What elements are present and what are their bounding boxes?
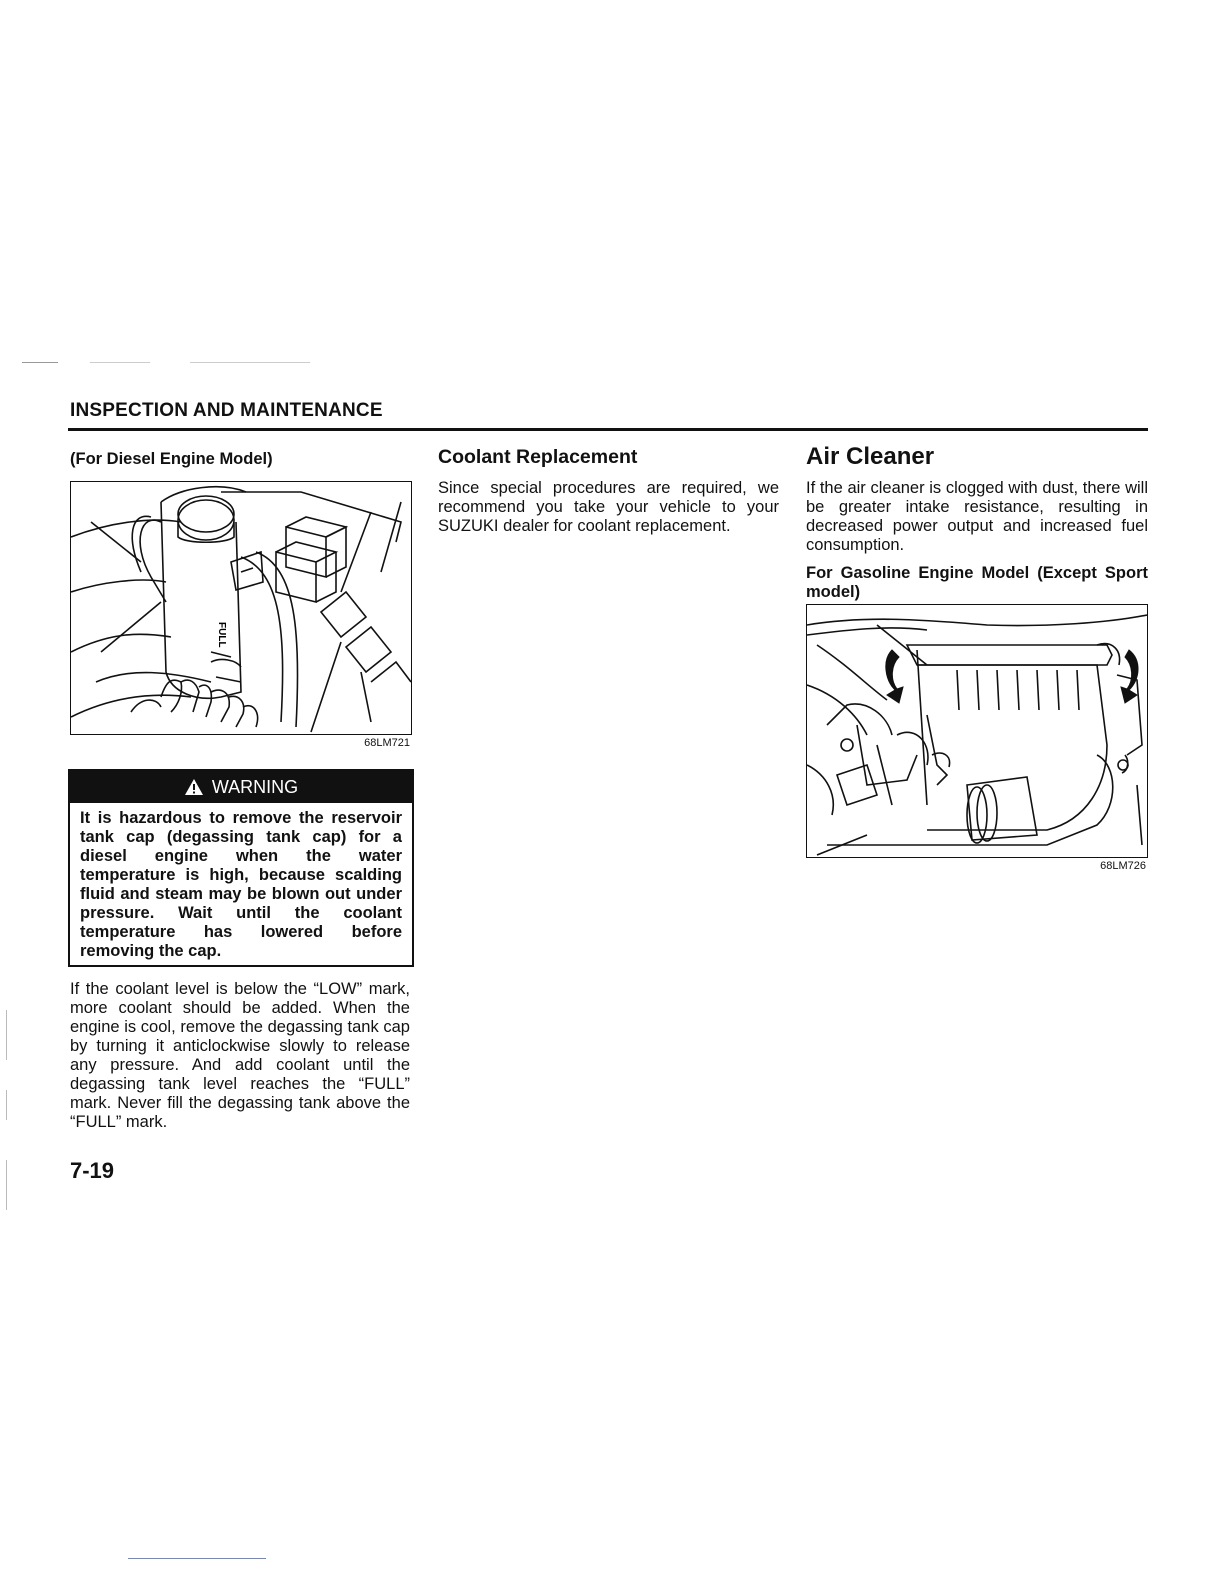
scan-artifact <box>128 1558 266 1559</box>
coolant-replacement-paragraph: Since special procedures are required, we recommend you take your vehicle to your SUZUKI dealer for coolant replacement. <box>438 479 779 535</box>
air-cleaner-figure <box>806 604 1148 858</box>
scan-artifact <box>6 1010 7 1060</box>
full-mark-label: FULL <box>216 622 227 648</box>
coolant-replacement-heading: Coolant Replacement <box>438 446 638 468</box>
diesel-degassing-tank-figure <box>70 481 412 735</box>
coolant-level-paragraph: If the coolant level is below the “LOW” mark, more coolant should be added. When the engine is cool, remove the degassing tank cap by turning it anticlockwise slowly to release any pressure. And add coolant until the degassing tank level reaches the “FULL” mark. Never fill the degassing tank above the “FULL” mark. <box>70 980 410 1131</box>
warning-title: WARNING <box>211 776 299 797</box>
section-title: INSPECTION AND MAINTENANCE <box>70 400 383 421</box>
air-cleaner-paragraph: If the air cleaner is clogged with dust, there will be greater intake resistance, resulting in decreased power output and increased fuel consumption. <box>806 479 1148 554</box>
figure-code: 68LM721 <box>364 737 410 749</box>
warning-triangle-icon <box>184 778 204 796</box>
scan-artifact <box>22 362 58 363</box>
scan-artifact <box>90 362 150 363</box>
gasoline-subheading: For Gasoline Engine Model (Except Sport model) <box>806 564 1148 601</box>
warning-header <box>70 771 412 803</box>
air-cleaner-illustration <box>807 605 1147 857</box>
scan-artifact <box>6 1090 7 1120</box>
header-rule <box>68 428 1148 431</box>
page-number: 7-19 <box>70 1158 115 1183</box>
warning-text: It is hazardous to remove the reservoir tank cap (degassing tank cap) for a diesel engine when the water temperature is high, because scalding fluid and steam may be blown out under pressure. Wait until the coolant temperature has lowered before removing the cap. <box>80 809 402 960</box>
engine-illustration <box>71 482 411 734</box>
warning-box <box>68 769 414 967</box>
scan-artifact <box>6 1160 7 1210</box>
scan-artifact <box>190 362 310 363</box>
diesel-subheading: (For Diesel Engine Model) <box>70 450 273 468</box>
figure-code: 68LM726 <box>1100 860 1146 872</box>
air-cleaner-heading: Air Cleaner <box>806 443 935 470</box>
